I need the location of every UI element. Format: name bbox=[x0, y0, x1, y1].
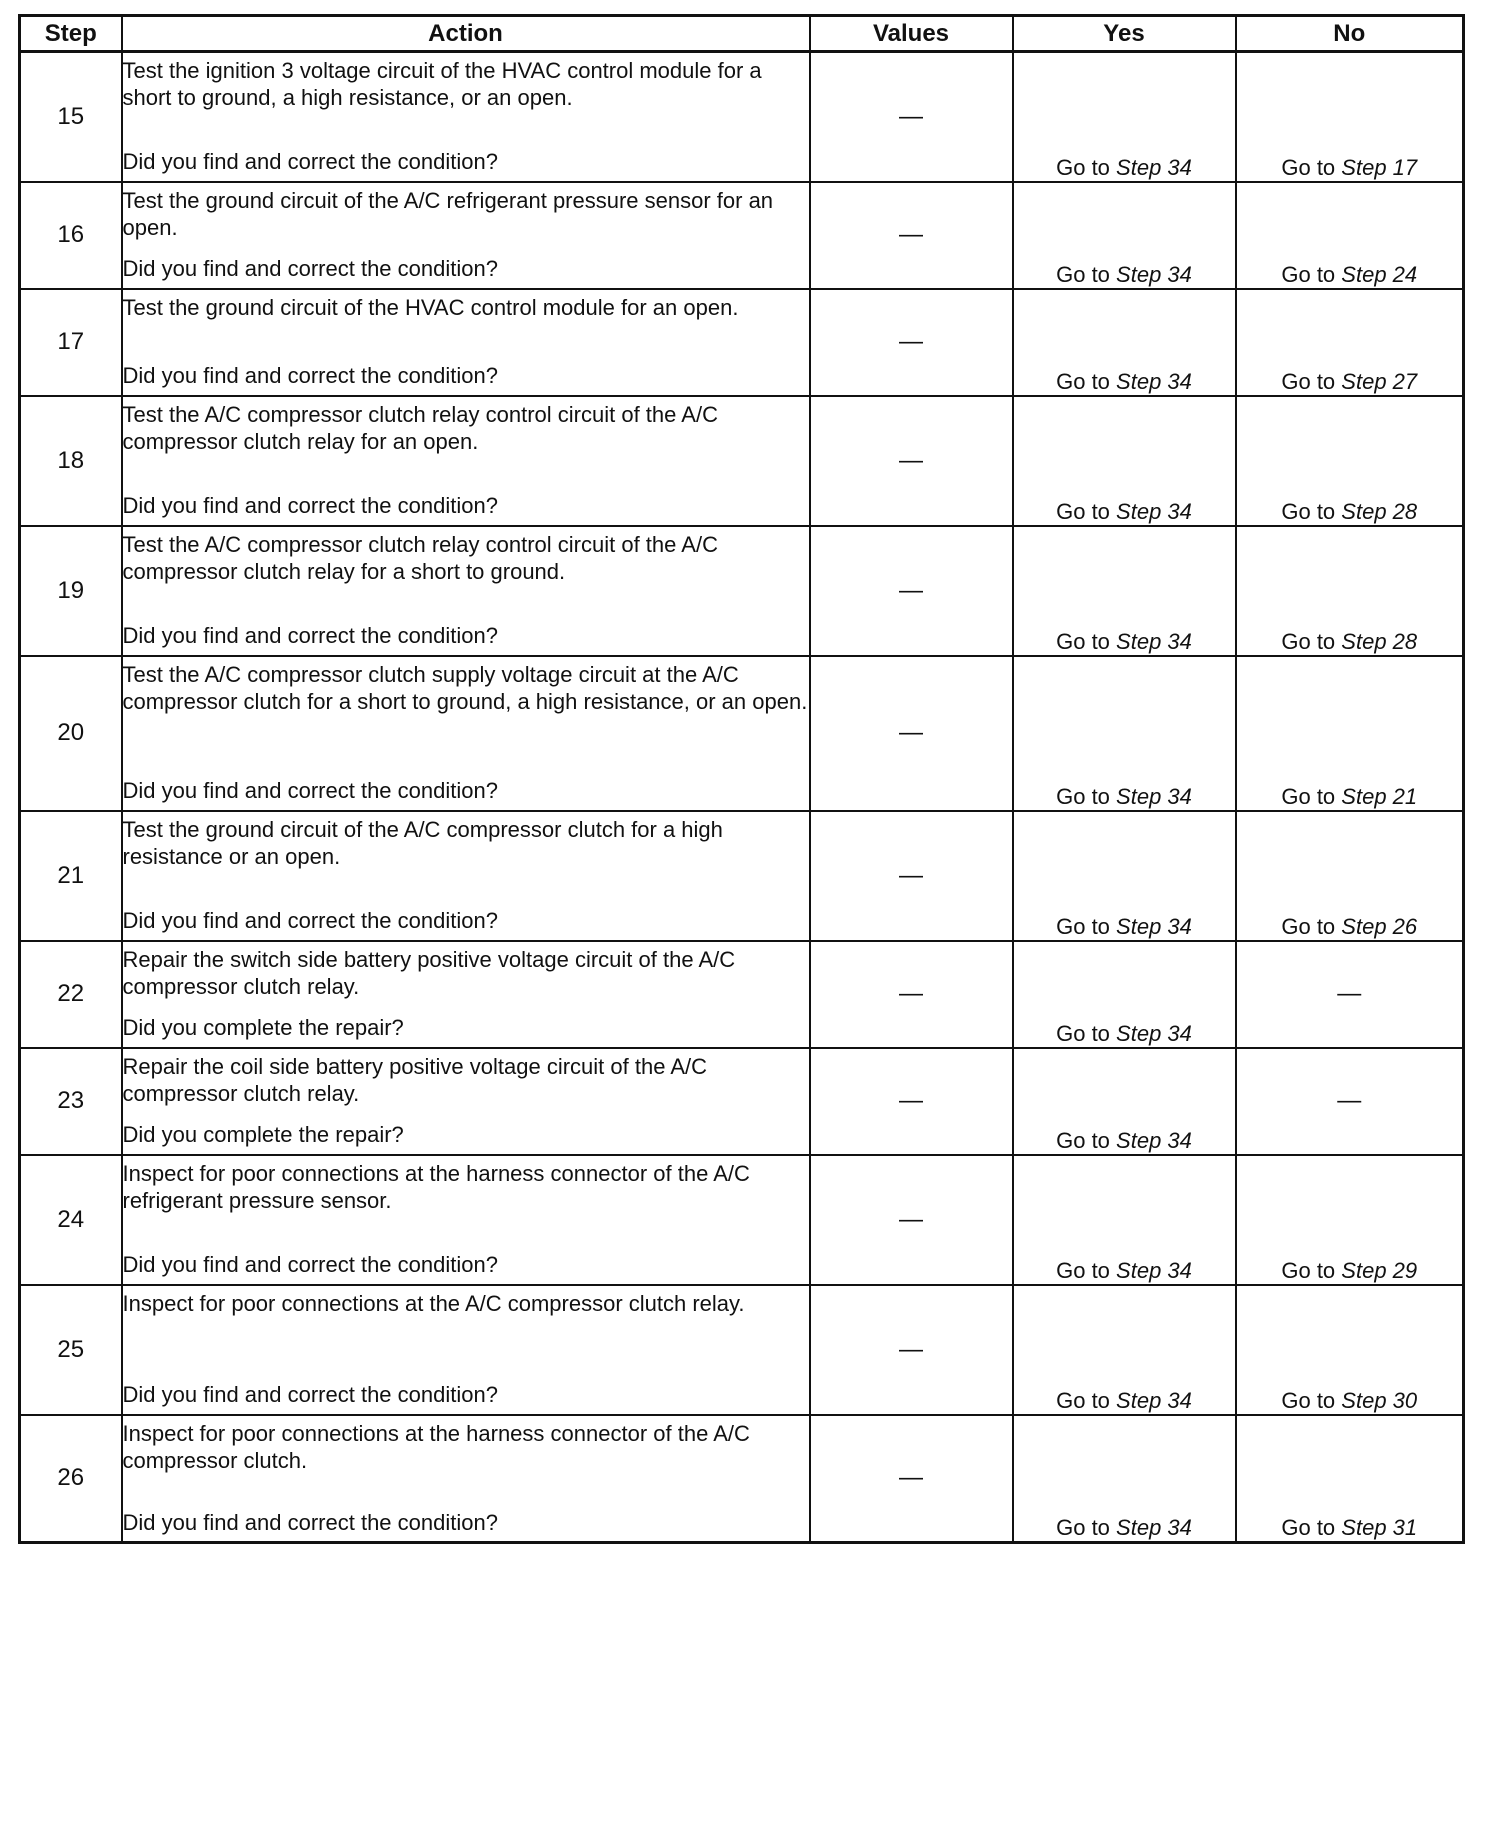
no-step-link[interactable]: Step 21 bbox=[1341, 783, 1418, 809]
action-text: Test the A/C compressor clutch relay control circuit of the A/C compressor clutch relay for a short to ground. bbox=[122, 531, 718, 584]
step-number: 17 bbox=[20, 289, 122, 396]
yes-goto-prefix: Go to bbox=[1056, 154, 1110, 180]
action-text: Inspect for poor connections at the harness connector of the A/C refrigerant pressure sensor. bbox=[122, 1160, 750, 1213]
no-cell bbox=[1236, 1285, 1464, 1415]
action-text: Inspect for poor connections at the A/C compressor clutch relay. bbox=[122, 1290, 745, 1316]
no-step-link[interactable]: Step 27 bbox=[1341, 368, 1418, 394]
action-question: Did you find and correct the condition? bbox=[122, 492, 498, 518]
yes-step-link[interactable]: Step 34 bbox=[1116, 628, 1192, 654]
no-cell bbox=[1236, 526, 1464, 656]
yes-step-link[interactable]: Step 34 bbox=[1116, 154, 1192, 180]
header-values: Values bbox=[810, 16, 1013, 52]
values-cell: — bbox=[810, 656, 1013, 811]
values-cell: — bbox=[810, 289, 1013, 396]
table-row bbox=[20, 52, 1464, 182]
action-question: Did you complete the repair? bbox=[122, 1014, 404, 1040]
no-step-link[interactable]: Step 28 bbox=[1341, 498, 1418, 524]
values-cell: — bbox=[810, 52, 1013, 182]
no-cell bbox=[1236, 1415, 1464, 1543]
action-question: Did you find and correct the condition? bbox=[122, 622, 498, 648]
step-number: 26 bbox=[20, 1415, 122, 1543]
yes-cell bbox=[1013, 1155, 1236, 1285]
no-cell bbox=[1236, 289, 1464, 396]
yes-goto-prefix: Go to bbox=[1056, 368, 1110, 394]
values-cell: — bbox=[810, 1415, 1013, 1543]
yes-step-link[interactable]: Step 34 bbox=[1116, 1515, 1192, 1540]
action-question: Did you find and correct the condition? bbox=[122, 1509, 498, 1535]
action-text: Test the A/C compressor clutch relay control circuit of the A/C compressor clutch relay for an open. bbox=[122, 401, 718, 454]
yes-cell bbox=[1013, 941, 1236, 1048]
no-cell bbox=[1236, 1155, 1464, 1285]
step-number: 22 bbox=[20, 941, 122, 1048]
header-action: Action bbox=[122, 16, 810, 52]
yes-step-link[interactable]: Step 34 bbox=[1116, 498, 1192, 524]
values-cell: — bbox=[810, 526, 1013, 656]
values-cell: — bbox=[810, 1048, 1013, 1155]
values-cell: — bbox=[810, 811, 1013, 941]
action-question: Did you find and correct the condition? bbox=[122, 777, 498, 803]
no-goto-prefix: Go to bbox=[1281, 1387, 1336, 1413]
step-number: 15 bbox=[20, 52, 122, 182]
no-goto-prefix: Go to bbox=[1281, 628, 1336, 654]
yes-cell bbox=[1013, 1415, 1236, 1543]
no-goto-prefix: Go to bbox=[1281, 154, 1336, 180]
action-text: Repair the switch side battery positive voltage circuit of the A/C compressor clutch relay. bbox=[122, 946, 736, 999]
table-row bbox=[20, 182, 1464, 289]
table-row bbox=[20, 289, 1464, 396]
table-row bbox=[20, 941, 1464, 1048]
no-cell bbox=[1236, 52, 1464, 182]
table-row bbox=[20, 1048, 1464, 1155]
diagnostic-table bbox=[18, 14, 1465, 1544]
action-question: Did you find and correct the condition? bbox=[122, 907, 498, 933]
yes-step-link[interactable]: Step 34 bbox=[1116, 913, 1192, 939]
table-row bbox=[20, 526, 1464, 656]
no-goto-prefix: Go to bbox=[1281, 498, 1336, 524]
action-cell bbox=[122, 526, 810, 656]
yes-goto-prefix: Go to bbox=[1056, 913, 1110, 939]
action-question: Did you find and correct the condition? bbox=[122, 149, 498, 174]
yes-step-link[interactable]: Step 34 bbox=[1116, 1127, 1192, 1153]
yes-goto-prefix: Go to bbox=[1056, 628, 1110, 654]
yes-goto-prefix: Go to bbox=[1056, 261, 1110, 287]
action-cell bbox=[122, 941, 810, 1048]
header-step: Step bbox=[20, 16, 122, 52]
no-cell-dash: — bbox=[1236, 1048, 1464, 1155]
step-number: 25 bbox=[20, 1285, 122, 1415]
no-step-link[interactable]: Step 28 bbox=[1341, 628, 1418, 654]
action-cell bbox=[122, 289, 810, 396]
action-question: Did you find and correct the condition? bbox=[122, 255, 498, 281]
step-number: 16 bbox=[20, 182, 122, 289]
yes-goto-prefix: Go to bbox=[1056, 498, 1110, 524]
yes-cell bbox=[1013, 289, 1236, 396]
action-question: Did you find and correct the condition? bbox=[122, 1381, 498, 1407]
action-cell bbox=[122, 1285, 810, 1415]
step-number: 19 bbox=[20, 526, 122, 656]
yes-step-link[interactable]: Step 34 bbox=[1116, 1020, 1192, 1046]
action-text: Test the ground circuit of the HVAC control module for an open. bbox=[122, 294, 739, 320]
step-number: 18 bbox=[20, 396, 122, 526]
yes-step-link[interactable]: Step 34 bbox=[1116, 368, 1192, 394]
values-cell: — bbox=[810, 182, 1013, 289]
values-cell: — bbox=[810, 1155, 1013, 1285]
yes-cell bbox=[1013, 1285, 1236, 1415]
action-text: Repair the coil side battery positive voltage circuit of the A/C compressor clutch relay. bbox=[122, 1053, 708, 1106]
no-cell bbox=[1236, 656, 1464, 811]
no-cell bbox=[1236, 396, 1464, 526]
table-row bbox=[20, 396, 1464, 526]
action-cell bbox=[122, 182, 810, 289]
no-goto-prefix: Go to bbox=[1281, 368, 1336, 394]
no-goto-prefix: Go to bbox=[1281, 261, 1336, 287]
no-step-link[interactable]: Step 30 bbox=[1341, 1387, 1418, 1413]
no-step-link[interactable]: Step 26 bbox=[1341, 913, 1418, 939]
yes-step-link[interactable]: Step 34 bbox=[1116, 783, 1192, 809]
action-text: Test the ground circuit of the A/C refrigerant pressure sensor for an open. bbox=[122, 187, 774, 240]
action-text: Test the A/C compressor clutch supply voltage circuit at the A/C compressor clutch for a short to ground, a high resistance, or an open. bbox=[122, 661, 808, 714]
yes-goto-prefix: Go to bbox=[1056, 1257, 1110, 1283]
table-row bbox=[20, 1285, 1464, 1415]
yes-cell bbox=[1013, 52, 1236, 182]
yes-step-link[interactable]: Step 34 bbox=[1116, 261, 1192, 287]
yes-goto-prefix: Go to bbox=[1056, 1387, 1110, 1413]
action-cell bbox=[122, 396, 810, 526]
table-row bbox=[20, 811, 1464, 941]
no-cell-dash: — bbox=[1236, 941, 1464, 1048]
values-cell: — bbox=[810, 941, 1013, 1048]
no-step-link[interactable]: Step 17 bbox=[1341, 154, 1418, 180]
action-text: Inspect for poor connections at the harness connector of the A/C compressor clutch. bbox=[122, 1420, 750, 1473]
table-header bbox=[20, 16, 1464, 52]
action-question: Did you complete the repair? bbox=[122, 1121, 404, 1147]
yes-goto-prefix: Go to bbox=[1056, 1020, 1110, 1046]
values-cell: — bbox=[810, 1285, 1013, 1415]
yes-step-link[interactable]: Step 34 bbox=[1116, 1257, 1192, 1283]
yes-goto-prefix: Go to bbox=[1056, 1127, 1110, 1153]
header-yes: Yes bbox=[1013, 16, 1236, 52]
action-cell bbox=[122, 1048, 810, 1155]
yes-goto-prefix: Go to bbox=[1056, 1515, 1110, 1540]
action-cell bbox=[122, 1155, 810, 1285]
step-number: 24 bbox=[20, 1155, 122, 1285]
action-question: Did you find and correct the condition? bbox=[122, 1251, 498, 1277]
table-row bbox=[20, 656, 1464, 811]
no-goto-prefix: Go to bbox=[1281, 1257, 1336, 1283]
no-goto-prefix: Go to bbox=[1281, 1515, 1336, 1540]
no-step-link[interactable]: Step 24 bbox=[1341, 261, 1418, 287]
no-goto-prefix: Go to bbox=[1281, 913, 1336, 939]
no-cell bbox=[1236, 182, 1464, 289]
step-number: 21 bbox=[20, 811, 122, 941]
action-cell bbox=[122, 1415, 810, 1543]
yes-cell bbox=[1013, 811, 1236, 941]
action-text: Test the ignition 3 voltage circuit of the HVAC control module for a short to ground, a high resistance, or an open. bbox=[122, 58, 762, 110]
yes-cell bbox=[1013, 526, 1236, 656]
yes-step-link[interactable]: Step 34 bbox=[1116, 1387, 1192, 1413]
action-question: Did you find and correct the condition? bbox=[122, 362, 498, 388]
table-body bbox=[20, 52, 1464, 1543]
yes-goto-prefix: Go to bbox=[1056, 783, 1110, 809]
yes-cell bbox=[1013, 656, 1236, 811]
header-row bbox=[20, 16, 1464, 52]
table-row bbox=[20, 1415, 1464, 1543]
no-cell bbox=[1236, 811, 1464, 941]
action-cell bbox=[122, 52, 810, 182]
action-cell bbox=[122, 656, 810, 811]
no-step-link[interactable]: Step 31 bbox=[1341, 1515, 1418, 1540]
action-cell bbox=[122, 811, 810, 941]
header-no: No bbox=[1236, 16, 1464, 52]
values-cell: — bbox=[810, 396, 1013, 526]
yes-cell bbox=[1013, 182, 1236, 289]
no-step-link[interactable]: Step 29 bbox=[1341, 1257, 1418, 1283]
no-goto-prefix: Go to bbox=[1281, 783, 1336, 809]
table-row bbox=[20, 1155, 1464, 1285]
yes-cell bbox=[1013, 1048, 1236, 1155]
action-text: Test the ground circuit of the A/C compressor clutch for a high resistance or an open. bbox=[122, 816, 723, 869]
step-number: 20 bbox=[20, 656, 122, 811]
step-number: 23 bbox=[20, 1048, 122, 1155]
yes-cell bbox=[1013, 396, 1236, 526]
